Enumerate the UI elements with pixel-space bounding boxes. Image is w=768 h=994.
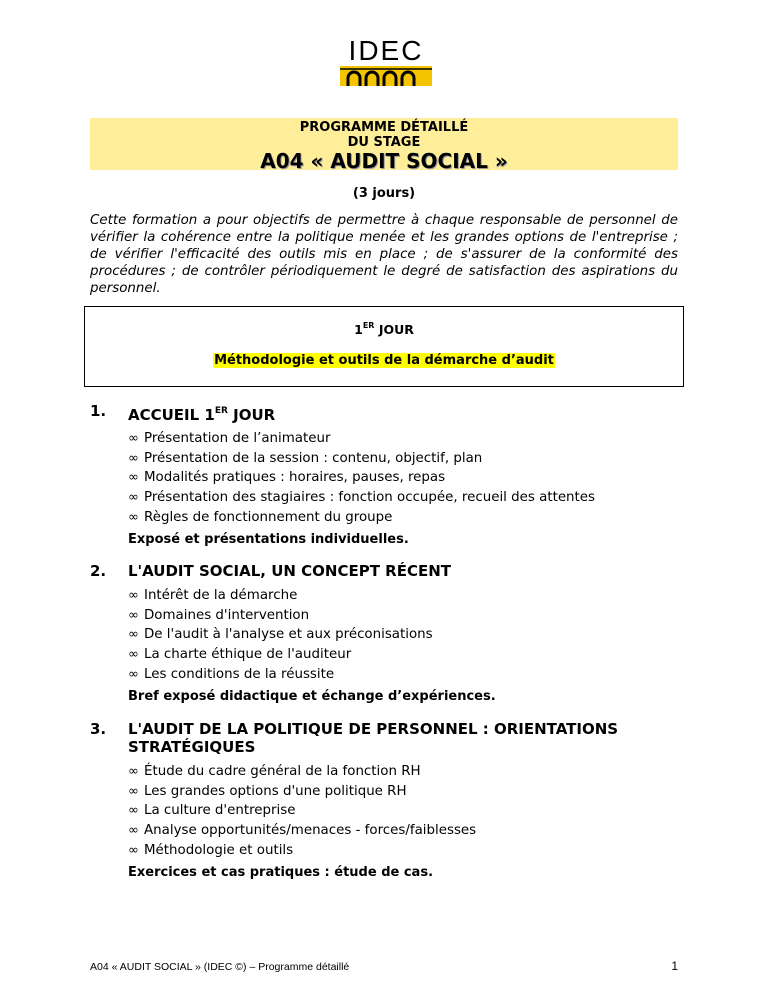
list-item-text: Les grandes options d'une politique RH	[144, 783, 407, 799]
infinity-bullet-icon: ∞	[128, 783, 139, 799]
logo-text: IDEC	[348, 35, 424, 66]
section-title-text: ACCUEIL 1	[128, 406, 215, 424]
list-item-text: Règles de fonctionnement du groupe	[144, 509, 393, 525]
method-note: Exercices et cas pratiques : étude de cas.	[128, 865, 434, 880]
footer	[90, 961, 349, 973]
bullet-list	[128, 586, 433, 685]
duration: (3 jours)	[352, 186, 416, 201]
list-item	[128, 449, 595, 469]
section-title-sup: ER	[214, 406, 228, 416]
section-number: 3.	[90, 720, 107, 738]
list-item-text: Domaines d'intervention	[144, 607, 310, 623]
day-theme: Méthodologie et outils de la démarche d’audit	[214, 353, 554, 368]
list-item-text: Méthodologie et outils	[144, 842, 294, 858]
page-number: 1	[671, 959, 678, 973]
section-number: 1.	[90, 402, 107, 420]
list-item	[128, 508, 595, 528]
method-note: Bref exposé didactique et échange d’expériences.	[128, 689, 496, 704]
title-band	[90, 118, 678, 173]
infinity-bullet-icon: ∞	[128, 490, 139, 506]
day-label	[85, 321, 683, 337]
list-item-text: Modalités pratiques : horaires, pauses, repas	[144, 470, 446, 486]
list-item-text: Analyse opportunités/menaces - forces/faiblesses	[144, 823, 477, 839]
infinity-bullet-icon: ∞	[128, 588, 139, 603]
intro-paragraph: Cette formation a pour objectifs de permettre à chaque responsable de personnel de vérifier la cohérence entre la politique menée et les grandes options de l'entreprise ; de vérifier l'efficacité des outils mis en place ; de s'assurer de la conformité des procédures ; de contrôler périodiquement le degré de satisfaction des aspirations du personnel.	[90, 213, 678, 296]
section-title: L'AUDIT SOCIAL, UN CONCEPT RÉCENT	[128, 562, 452, 580]
list-item-text: Présentation des stagiaires : fonction occupée, recueil des attentes	[144, 490, 596, 506]
infinity-bullet-icon: ∞	[128, 470, 139, 486]
day-suffix: ER	[362, 321, 375, 330]
list-item	[128, 665, 433, 685]
list-item	[128, 841, 476, 861]
day-word: JOUR	[378, 322, 414, 337]
infinity-bullet-icon: ∞	[128, 764, 139, 779]
infinity-bullet-icon: ∞	[128, 607, 139, 623]
infinity-bullet-icon: ∞	[128, 627, 139, 643]
list-item-text: Intérêt de la démarche	[144, 588, 298, 603]
bullet-list	[128, 762, 476, 861]
list-item	[128, 762, 476, 782]
infinity-bullet-icon: ∞	[128, 647, 139, 663]
list-item-text: La culture d'entreprise	[144, 803, 296, 819]
footer-title: A04 « AUDIT SOCIAL »	[90, 961, 201, 973]
list-item-text: Présentation de la session : contenu, objectif, plan	[144, 450, 483, 466]
list-item	[128, 821, 476, 841]
section-title	[128, 402, 688, 424]
infinity-bullet-icon: ∞	[128, 666, 139, 682]
infinity-bullet-icon: ∞	[128, 450, 139, 466]
page-title: A04 « AUDIT SOCIAL »	[260, 149, 508, 173]
infinity-bullet-icon: ∞	[128, 803, 139, 819]
list-item-text: Étude du cadre général de la fonction RH	[144, 764, 421, 779]
infinity-bullet-icon: ∞	[128, 842, 139, 858]
list-item	[128, 645, 433, 665]
title-line-1: PROGRAMME DÉTAILLÉ	[299, 120, 469, 135]
list-item-text: La charte éthique de l'auditeur	[144, 647, 352, 663]
list-item	[128, 782, 476, 802]
list-item	[128, 468, 595, 488]
idec-logo	[338, 36, 434, 88]
list-item	[128, 586, 433, 606]
list-item	[128, 625, 433, 645]
infinity-bullet-icon: ∞	[128, 509, 139, 525]
infinity-bullet-icon: ∞	[128, 431, 139, 446]
day-box	[84, 306, 684, 387]
section-title-tail: JOUR	[227, 406, 276, 424]
bullet-list	[128, 429, 595, 528]
infinity-bullet-icon: ∞	[128, 823, 139, 839]
list-item-text: Présentation de l’animateur	[144, 431, 331, 446]
list-item-text: De l'audit à l'analyse et aux préconisations	[144, 627, 433, 643]
logo-arches-icon	[340, 66, 432, 86]
footer-rest: (IDEC ©) – Programme détaillé	[200, 961, 350, 973]
list-item-text: Les conditions de la réussite	[144, 666, 335, 682]
day-number: 1	[354, 322, 363, 337]
method-note: Exposé et présentations individuelles.	[128, 532, 409, 547]
title-line-2: DU STAGE	[347, 135, 421, 150]
list-item	[128, 488, 595, 508]
section-title: L'AUDIT DE LA POLITIQUE DE PERSONNEL : ORIENTATIONS STRATÉGIQUES	[128, 720, 619, 756]
list-item	[128, 429, 595, 449]
section-number: 2.	[90, 562, 107, 580]
list-item	[128, 606, 433, 626]
list-item	[128, 801, 476, 821]
